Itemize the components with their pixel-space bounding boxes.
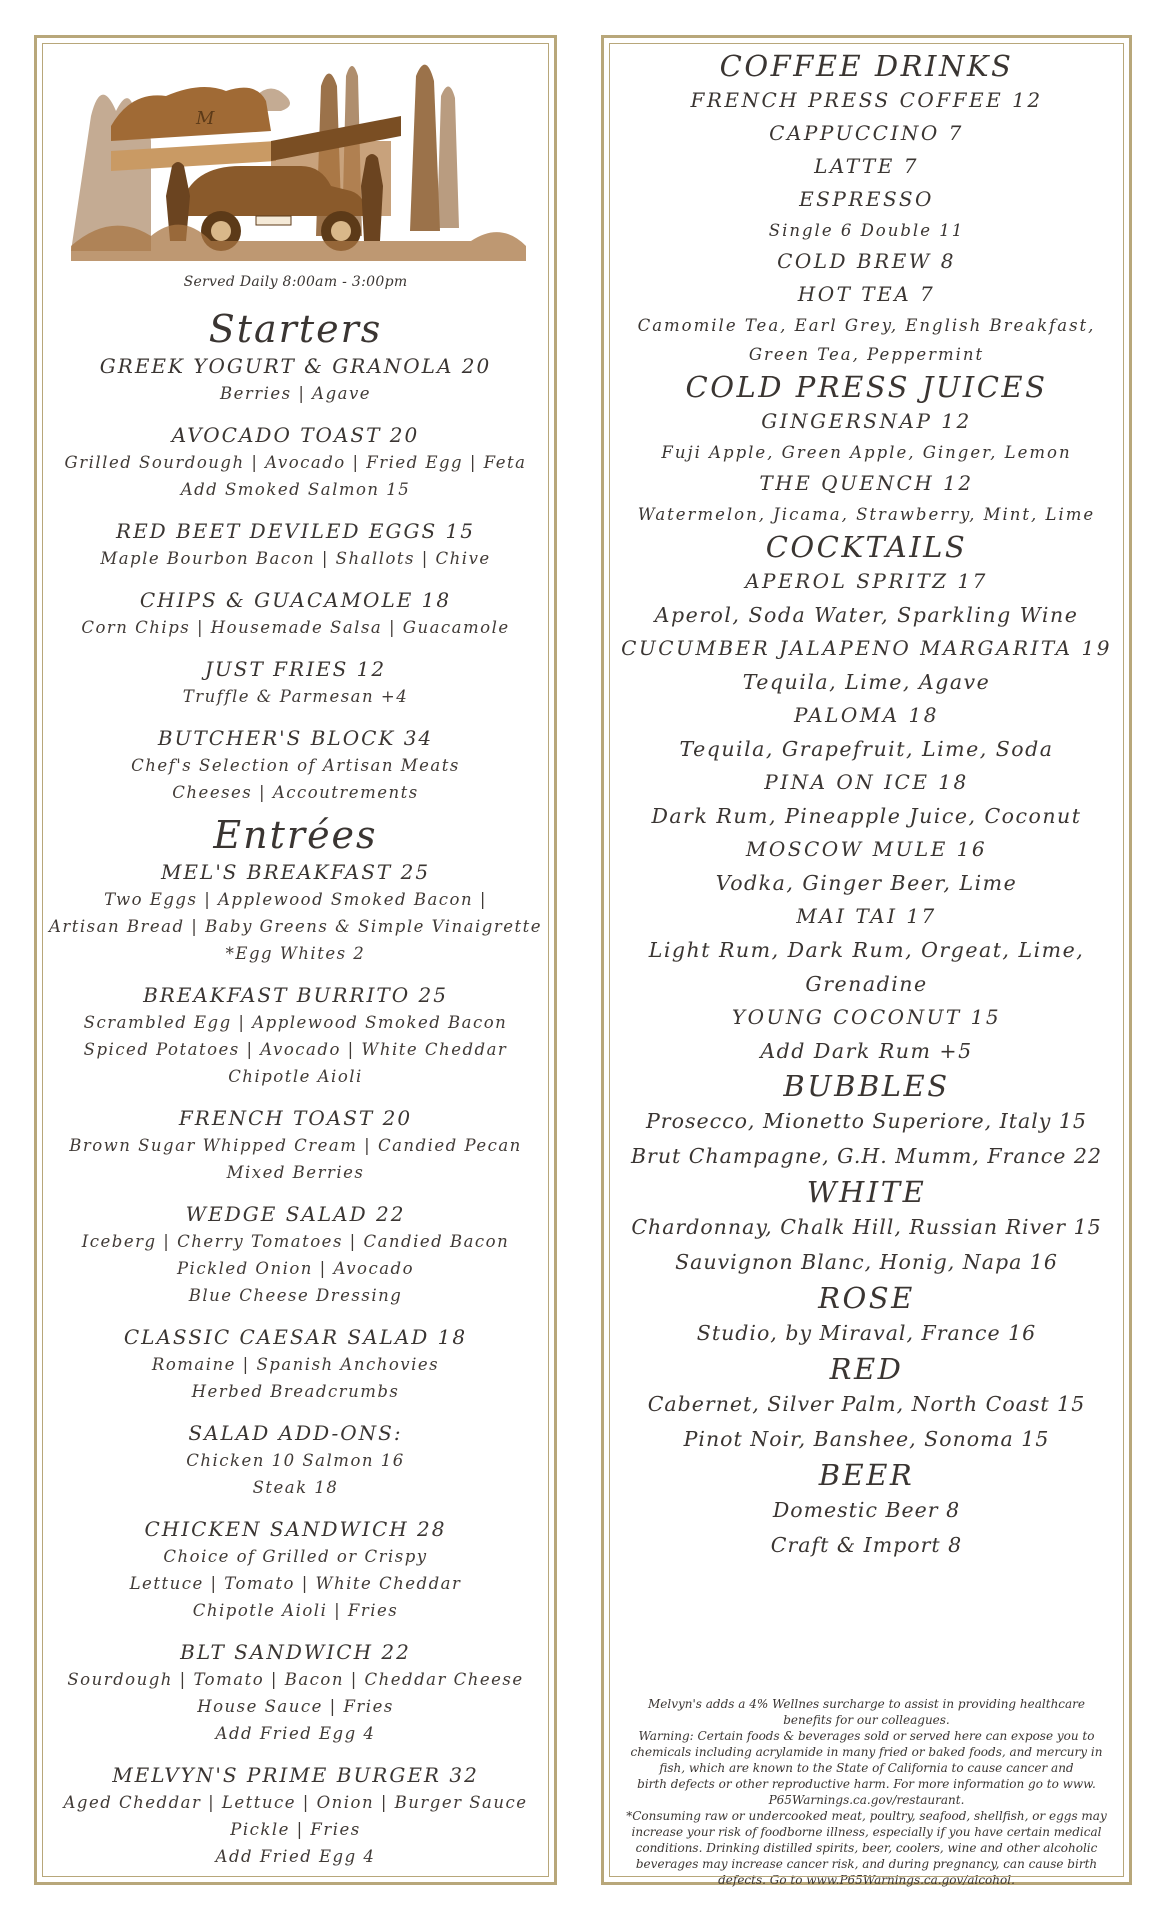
menu-item-description: Add Fried Egg 4 xyxy=(215,1724,376,1743)
menu-item-name: WEDGE SALAD 22 xyxy=(185,1202,406,1226)
fine-print-line: Warning: Certain foods & beverages sold or served here can expose you to xyxy=(638,1729,1095,1743)
drink-name: PINA ON ICE 18 xyxy=(764,770,969,794)
menu-item xyxy=(37,655,554,710)
drink-name: FRENCH PRESS COFFEE 12 xyxy=(690,88,1043,112)
menu-item-description: Add Smoked Salmon 15 xyxy=(180,480,411,499)
drink-name: GINGERSNAP 12 xyxy=(761,409,972,433)
fine-print-line: chemicals including acrylamide in many fried or baked foods, and mercury in xyxy=(630,1745,1103,1759)
menu-item-description: *Egg Whites 2 xyxy=(225,944,366,963)
menu-item-description: Maple Bourbon Bacon | Shallots | Chive xyxy=(100,549,491,568)
fine-print-line: birth defects or other reproductive harm. For more information go to www. xyxy=(637,1777,1096,1791)
drink-description: Light Rum, Dark Rum, Orgeat, Lime, xyxy=(648,938,1085,962)
spacer xyxy=(37,1747,554,1761)
drink-description: Tequila, Lime, Agave xyxy=(742,670,991,694)
wine-item: Domestic Beer 8 xyxy=(772,1498,961,1522)
wine-item: Sauvignon Blanc, Honig, Napa 16 xyxy=(675,1250,1058,1274)
service-hours: Served Daily 8:00am - 3:00pm xyxy=(183,274,408,290)
drink-description: Single 6 Double 11 xyxy=(768,221,965,240)
menu-item-name: JUST FRIES 12 xyxy=(204,657,387,681)
drink-name: YOUNG COCONUT 15 xyxy=(731,1005,1002,1029)
menu-item xyxy=(37,1638,554,1747)
fine-print-line: fish, which are known to the State of California to cause cancer and xyxy=(659,1761,1074,1775)
spacer xyxy=(37,407,554,421)
menu-item-description: Lettuce | Tomato | White Cheddar xyxy=(129,1574,462,1593)
menu-item-description: Corn Chips | Housemade Salsa | Guacamole xyxy=(81,618,510,637)
menu-item-description: Add Fried Egg 4 xyxy=(215,1847,376,1866)
menu-item-description: Brown Sugar Whipped Cream | Candied Pecan xyxy=(69,1136,522,1155)
menu-item-description: House Sauce | Fries xyxy=(197,1697,394,1716)
menu-item-description: Blue Cheese Dressing xyxy=(188,1286,403,1305)
fine-print-line: P65Warnings.ca.gov/restaurant. xyxy=(768,1793,965,1807)
drink-description: Camomile Tea, Earl Grey, English Breakfast, xyxy=(637,316,1096,335)
entrees-heading: Entrées xyxy=(213,813,378,857)
menu-item-description: Sourdough | Tomato | Bacon | Cheddar Cheese xyxy=(67,1670,524,1689)
menu-item-description: Scrambled Egg | Applewood Smoked Bacon xyxy=(83,1013,508,1032)
drink-name: ESPRESSO xyxy=(799,187,934,211)
menu-item xyxy=(37,352,554,407)
menu-item xyxy=(37,586,554,641)
section-heading: COFFEE DRINKS xyxy=(719,49,1014,83)
menu-item xyxy=(37,1515,554,1624)
menu-item-name: AVOCADO TOAST 20 xyxy=(171,423,420,447)
wine-item: Pinot Noir, Banshee, Sonoma 15 xyxy=(683,1427,1050,1451)
spacer xyxy=(37,1501,554,1515)
menu-item-name: SALAD ADD-ONS: xyxy=(188,1421,403,1445)
menu-item-name: FRENCH TOAST 20 xyxy=(178,1106,413,1130)
menu-item-description: Two Eggs | Applewood Smoked Bacon | xyxy=(104,890,487,909)
fine-print xyxy=(622,1696,1111,1888)
menu-item-description: Aged Cheddar | Lettuce | Onion | Burger Sauce xyxy=(63,1793,528,1812)
drink-description: Tequila, Grapefruit, Lime, Soda xyxy=(679,737,1054,761)
fine-print-line: increase your risk of foodborne illness, especially if you have certain medical xyxy=(631,1825,1102,1839)
menu-item-description: Romaine | Spanish Anchovies xyxy=(151,1355,440,1374)
drink-name: PALOMA 18 xyxy=(794,703,939,727)
drink-name: COLD BREW 8 xyxy=(777,249,956,273)
left-menu-list xyxy=(37,306,554,1870)
drink-name: APEROL SPRITZ 17 xyxy=(745,569,988,593)
menu-item xyxy=(37,1323,554,1405)
drink-name: MAI TAI 17 xyxy=(796,904,937,928)
menu-item-description: Pickled Onion | Avocado xyxy=(176,1259,415,1278)
menu-item-description: Truffle & Parmesan +4 xyxy=(182,687,409,706)
menu-item-description: Herbed Breadcrumbs xyxy=(191,1382,400,1401)
menu-item-description: Spiced Potatoes | Avocado | White Cheddar xyxy=(83,1040,508,1059)
section-heading: BEER xyxy=(818,1458,915,1492)
wine-item: Studio, by Miraval, France 16 xyxy=(696,1321,1037,1345)
menu-item xyxy=(37,517,554,572)
right-menu-panel xyxy=(601,35,1132,1885)
wine-item: Prosecco, Mionetto Superiore, Italy 15 xyxy=(646,1109,1087,1133)
menu-item-name: CLASSIC CAESAR SALAD 18 xyxy=(123,1325,468,1349)
menu-item-description: Steak 18 xyxy=(252,1478,339,1497)
wine-item: Craft & Import 8 xyxy=(770,1533,963,1557)
spacer xyxy=(37,1090,554,1104)
menu-item xyxy=(37,1200,554,1309)
fine-print-line: conditions. Drinking distilled spirits, beer, coolers, wine and other alcoholic xyxy=(635,1841,1098,1855)
section-heading: ROSE xyxy=(818,1281,915,1315)
wine-item: Brut Champagne, G.H. Mumm, France 22 xyxy=(630,1144,1103,1168)
spacer xyxy=(37,1405,554,1419)
menu-item xyxy=(37,981,554,1090)
starters-heading: Starters xyxy=(208,307,383,351)
menu-item-description: Mixed Berries xyxy=(226,1163,365,1182)
drink-name: CUCUMBER JALAPENO MARGARITA 19 xyxy=(621,636,1112,660)
menu-item-description: Artisan Bread | Baby Greens & Simple Vinaigrette xyxy=(48,917,543,936)
drink-description: Vodka, Ginger Beer, Lime xyxy=(715,871,1018,895)
spacer xyxy=(37,1309,554,1323)
drink-name: THE QUENCH 12 xyxy=(759,471,974,495)
wine-item: Chardonnay, Chalk Hill, Russian River 15 xyxy=(631,1215,1102,1239)
menu-item xyxy=(37,1419,554,1501)
wine-item: Cabernet, Silver Palm, North Coast 15 xyxy=(647,1392,1086,1416)
menu-item-description: Chipotle Aioli | Fries xyxy=(192,1601,399,1620)
menu-item-name: BLT SANDWICH 22 xyxy=(180,1640,411,1664)
fine-print-line: beverages may increase cancer risk, and during pregnancy, can cause birth xyxy=(635,1857,1098,1871)
section-heading: RED xyxy=(829,1352,904,1386)
spacer xyxy=(37,967,554,981)
menu-item-description: Pickle | Fries xyxy=(230,1820,361,1839)
menu-item xyxy=(37,724,554,806)
menu-item-name: CHIPS & GUACAMOLE 18 xyxy=(139,588,452,612)
menu-item-description: Iceberg | Cherry Tomatoes | Candied Bacon xyxy=(81,1232,510,1251)
spacer xyxy=(37,572,554,586)
left-menu-panel xyxy=(34,35,557,1885)
drink-name: CAPPUCCINO 7 xyxy=(769,121,964,145)
drink-description: Grenadine xyxy=(805,972,928,996)
section-heading: BUBBLES xyxy=(783,1069,950,1103)
drink-name: LATTE 7 xyxy=(814,154,919,178)
menu-item-name: CHICKEN SANDWICH 28 xyxy=(144,1517,447,1541)
menu-item xyxy=(37,1761,554,1870)
drink-description: Green Tea, Peppermint xyxy=(748,345,985,364)
fine-print-line: benefits for our colleagues. xyxy=(783,1713,950,1727)
drinks-menu-list xyxy=(604,48,1129,1563)
menu-item-name: MEL'S BREAKFAST 25 xyxy=(160,860,431,884)
drink-description: Fuji Apple, Green Apple, Ginger, Lemon xyxy=(661,443,1072,462)
menu-item xyxy=(37,421,554,503)
drink-description: Add Dark Rum +5 xyxy=(760,1039,973,1063)
section-heading: COCKTAILS xyxy=(765,530,968,564)
section-heading: WHITE xyxy=(806,1175,927,1209)
section-heading: COLD PRESS JUICES xyxy=(685,370,1048,404)
drink-description: Watermelon, Jicama, Strawberry, Mint, Lime xyxy=(637,505,1096,524)
menu-item xyxy=(37,858,554,967)
menu-item-name: BUTCHER'S BLOCK 34 xyxy=(157,726,434,750)
menu-item-description: Chef's Selection of Artisan Meats xyxy=(131,756,460,775)
fine-print-line: Melvyn's adds a 4% Wellnes surcharge to assist in providing healthcare xyxy=(647,1697,1086,1711)
menu-item-description: Choice of Grilled or Crispy xyxy=(163,1547,428,1566)
drink-description: Dark Rum, Pineapple Juice, Coconut xyxy=(651,804,1082,828)
spacer xyxy=(37,1186,554,1200)
menu-item-name: GREEK YOGURT & GRANOLA 20 xyxy=(99,354,492,378)
svg-text:M: M xyxy=(196,108,215,129)
menu-item-name: MELVYN'S PRIME BURGER 32 xyxy=(112,1763,479,1787)
menu-item-description: Cheeses | Accoutrements xyxy=(172,783,419,802)
menu-item-name: BREAKFAST BURRITO 25 xyxy=(143,983,448,1007)
drink-description: Aperol, Soda Water, Sparkling Wine xyxy=(654,603,1079,627)
menu-item xyxy=(37,1104,554,1186)
drink-name: MOSCOW MULE 16 xyxy=(745,837,988,861)
fine-print-line: *Consuming raw or undercooked meat, poultry, seafood, shellfish, or eggs may xyxy=(626,1809,1107,1823)
menu-item-description: Chicken 10 Salmon 16 xyxy=(186,1451,405,1470)
fine-print-line: defects. Go to www.P65Warnings.ca.gov/alcohol. xyxy=(718,1873,1015,1887)
menu-item-description: Berries | Agave xyxy=(219,384,372,403)
drink-name: HOT TEA 7 xyxy=(797,282,936,306)
menu-item-description: Chipotle Aioli xyxy=(228,1067,363,1086)
menu-item-name: RED BEET DEVILED EGGS 15 xyxy=(116,519,475,543)
spacer xyxy=(37,503,554,517)
spacer xyxy=(37,641,554,655)
spacer xyxy=(37,710,554,724)
menu-item-description: Grilled Sourdough | Avocado | Fried Egg | Feta xyxy=(64,453,527,472)
spacer xyxy=(37,1624,554,1638)
restaurant-illustration xyxy=(71,56,526,261)
